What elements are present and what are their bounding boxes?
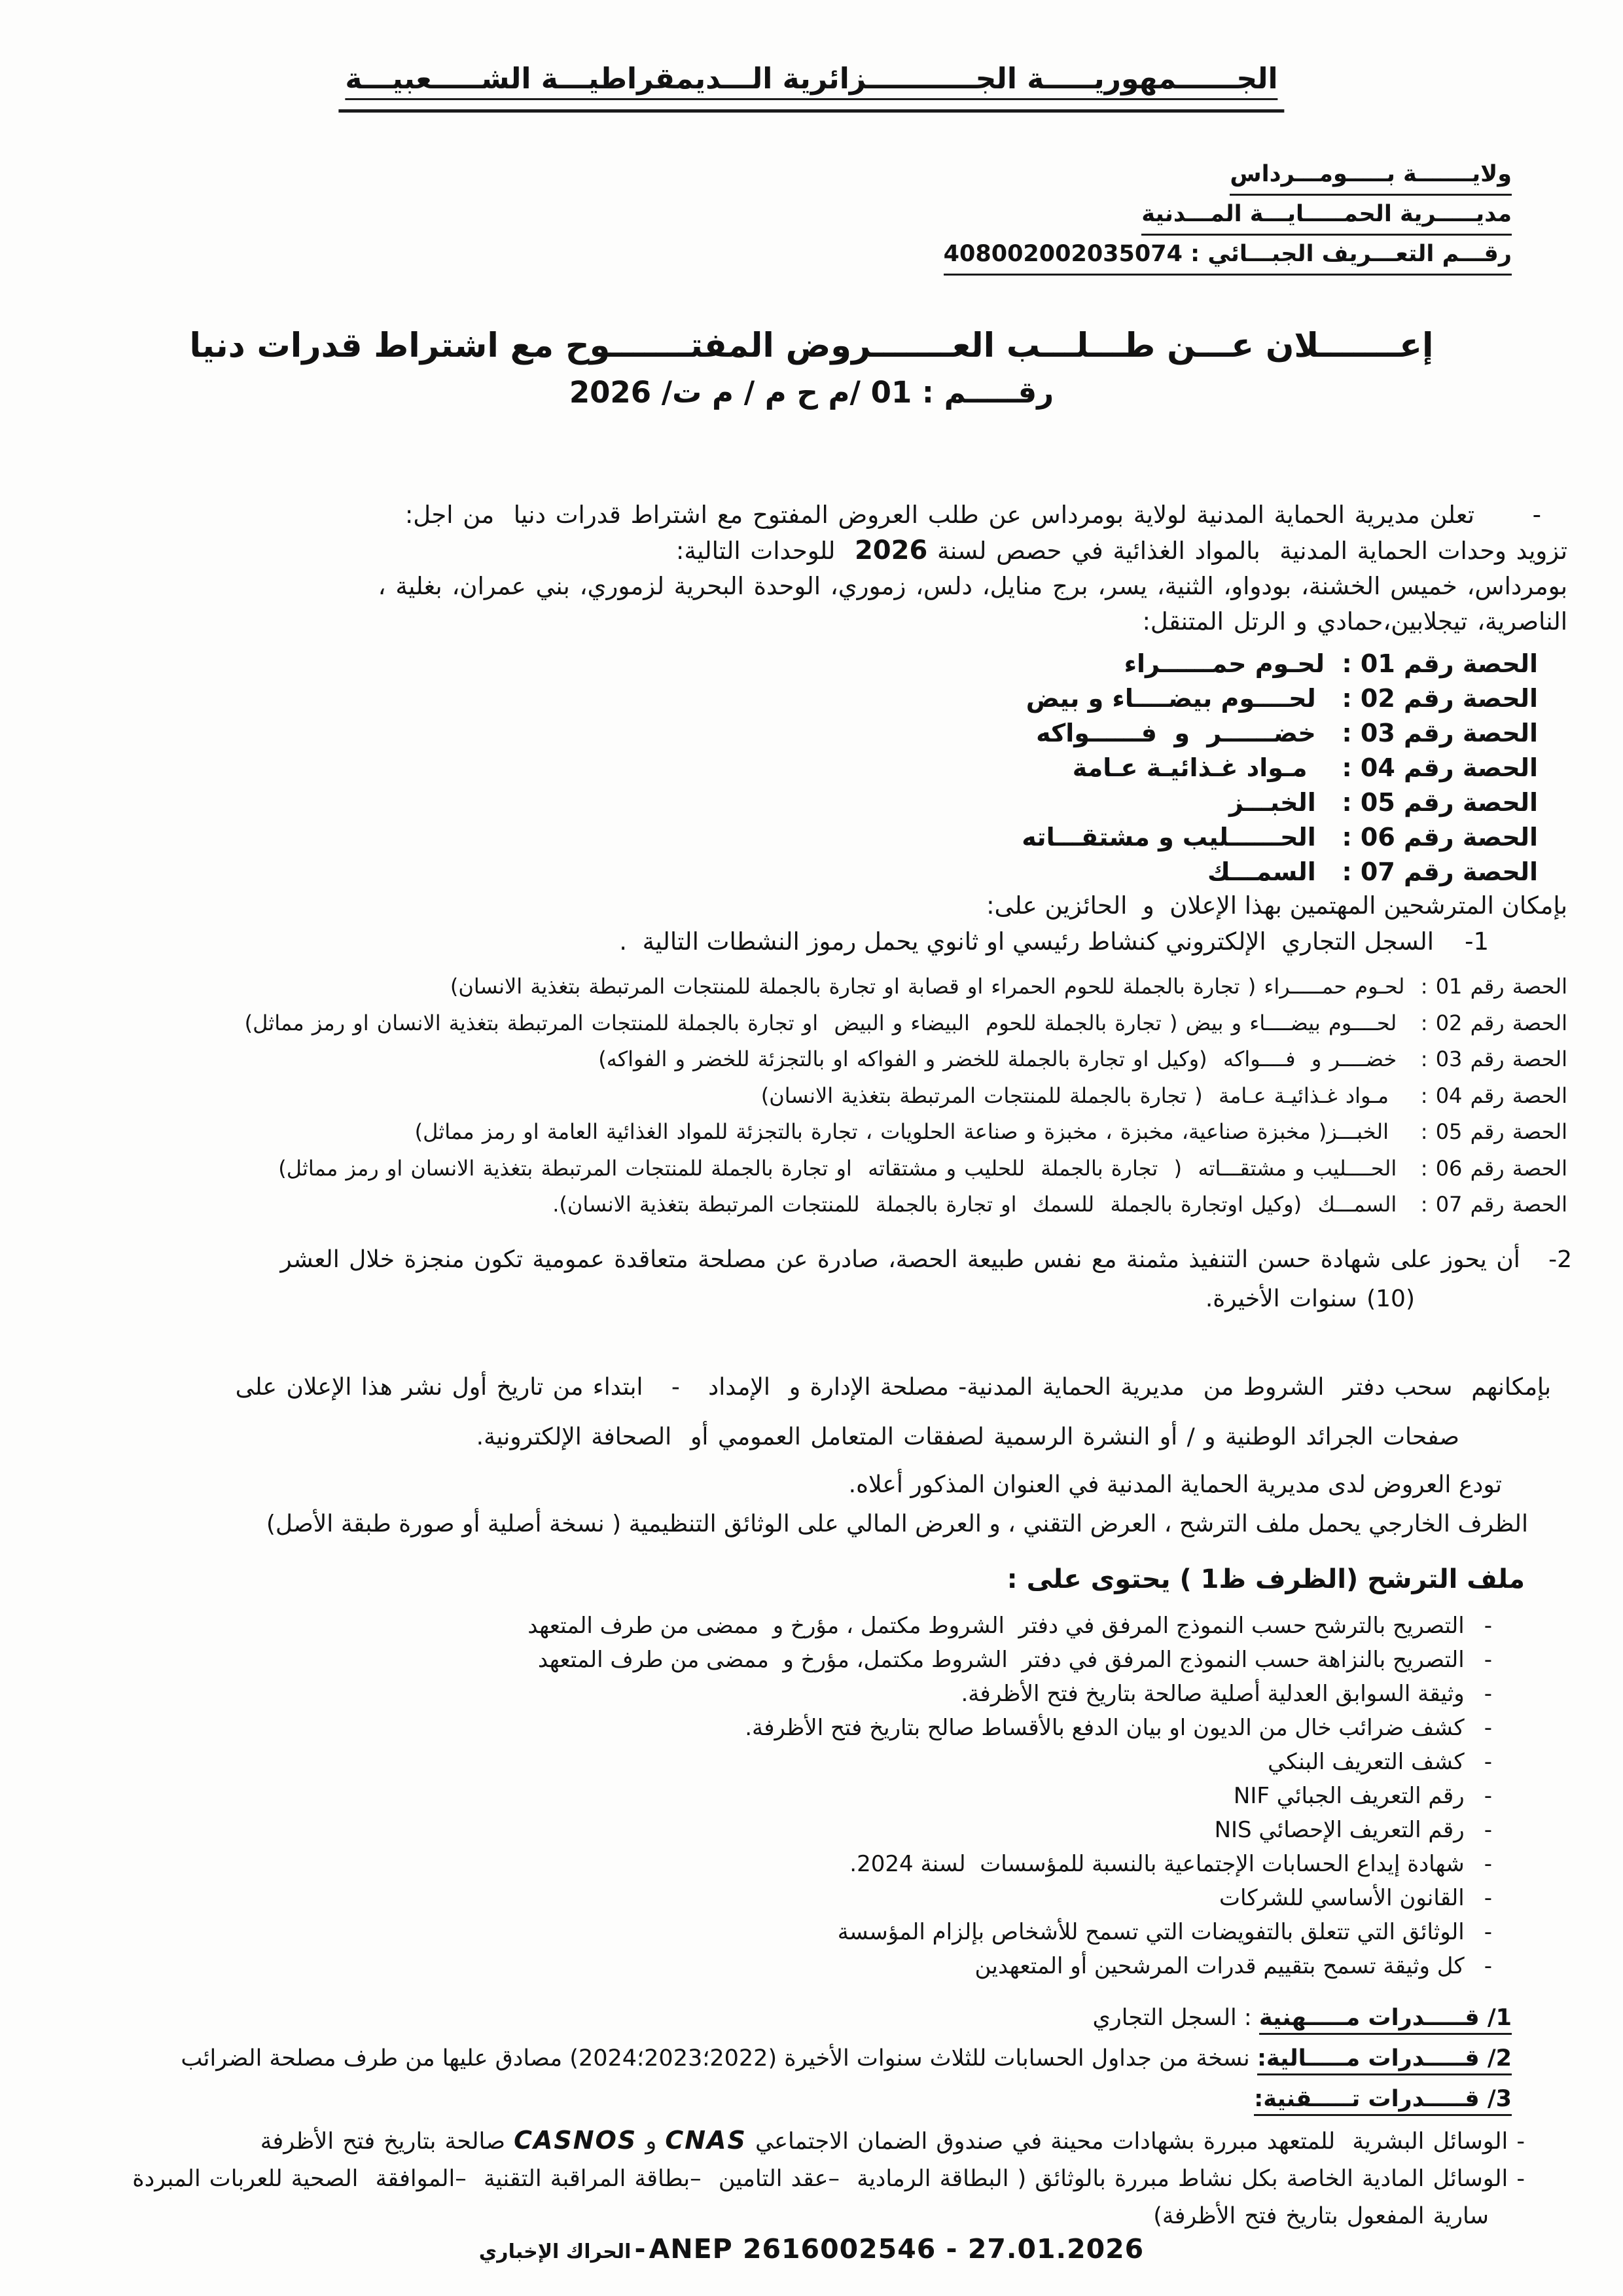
bullet-dash: - <box>1484 1885 1492 1911</box>
bullet-dash: - <box>1484 1613 1492 1639</box>
candidacy-bullets <box>26 1609 1492 1983</box>
bullet-item: - التصريح بالترشح حسب النموذج المرفق في دفتر الشروط مكتمل ، مؤرخ و ممضى من طرف المتعهد <box>26 1609 1492 1643</box>
cnas-label: CNAS <box>665 2126 747 2155</box>
eligibility-intro: بإمكان المترشحين المهتمين بهذا الإعلان و الحائزين على: <box>986 891 1567 920</box>
bullet-item: - التصريح بالنزاهة حسب النموذج المرفق في دفتر الشروط مكتمل، مؤرخ و ممضى من طرف المتعهد <box>26 1643 1492 1677</box>
technical-capacities-label: 3/ قـــــدرات تـــــقنية: <box>1254 2086 1512 2116</box>
press-source: الحراك الإخباري <box>478 2240 632 2263</box>
intro-lead-line: - تعلن مديرية الحماية المدنية لولاية بومرداس عن طلب العروض المفتوح مع اشتراط قدرات دنيا من اجل: <box>404 501 1541 529</box>
units-line-1: بومرداس، خميس الخشنة، بودواو، الثنية، يسر، برج منايل، دلس، زموري، الوحدة البحرية لزموري، بني عمران، بغلية ، <box>378 572 1567 600</box>
bullet-dash: - <box>1484 1647 1492 1673</box>
units-line-2: الناصرية، تيجلابين،حمادي و الرتل المتنقل: <box>1142 607 1567 636</box>
material-means-line: - الوسائل المادية الخاصة بكل نشاط مبررة بالوثائق ( البطاقة الرمادية –عقد التامين –بطاقة المراقبة التقنية –الموافقة الصحية للعربات المبردة <box>132 2166 1525 2192</box>
bullet-item: - كشف ضرائب خال من الديون او بيان الدفع بالأقساط صالح بتاريخ فتح الأظرفة. <box>26 1711 1492 1745</box>
bullet-item: - كشف التعريف البنكي <box>26 1745 1492 1779</box>
bullet-item: - رقم التعريف الإحصائي NIS <box>26 1813 1492 1847</box>
technical-means <box>26 2122 1525 2235</box>
lots-list <box>1022 647 1538 889</box>
bullet-item: - وثيقة السوابق العدلية أصلية صالحة بتاريخ فتح الأظرفة. <box>26 1677 1492 1711</box>
bullet-item: - القانون الأساسي للشركات <box>26 1881 1492 1915</box>
republic-header <box>338 62 1284 113</box>
lot-item-02: الحصة رقم 02 : لحــــوم بيضــــاء و بيض <box>1026 684 1538 713</box>
directorate-line: مديـــــرية الحمـــــايـــة المـــدنية <box>944 196 1512 236</box>
lot-item-03: الحصة رقم 03 : خضــــــر و فــــــواكه <box>1036 719 1538 747</box>
financial-capacities-line: 2/ قـــــدرات مـــــالية: نسخة من جداول الحسابات للثلاث سنوات الأخيرة (2022؛2023؛2024) مصادق عليها من طرف مصلحة الضرائب <box>26 2038 1512 2079</box>
bullet-dash: - <box>1484 1953 1492 1979</box>
financial-capacities-label: 2/ قـــــدرات مـــــالية: <box>1257 2045 1512 2075</box>
lot-item-07: الحصة رقم 07 : السمـــك <box>1207 857 1538 886</box>
footer-separator: - <box>634 2233 646 2265</box>
bullet-dash: - <box>1484 1749 1492 1775</box>
activity-item-02: الحصة رقم 02 : لحــــوم بيضــــاء و بيض ( تجارة بالجملة للحوم البيضاء و البيض او تجارة بالجملة للمنتجات المرتبطة بتغذية الانسان او رمز مماثل) <box>244 1010 1567 1035</box>
material-means-continuation: سارية المفعول بتاريخ فتح الأظرفة) <box>1153 2203 1489 2229</box>
activity-item-07: الحصة رقم 07 : السمـــك (وكيل اوتجارة بالجملة للسمك او تجارة بالجملة للمنتجات المرتبطة بتغذية الانسان). <box>552 1192 1567 1217</box>
withdrawal-paragraph <box>236 1363 1551 1462</box>
withdraw-line-2: صفحات الجرائد الوطنية و / أو النشرة الرسمية لصفقات المتعامل العمومي أو الصحافة الإلكترونية. <box>476 1424 1459 1450</box>
condition-2-line-2: (10) سنوات الأخيرة. <box>1205 1285 1415 1312</box>
anep-reference: ANEP 2616002546 - 27.01.2026 <box>649 2233 1145 2265</box>
tax-id-line: رقـــم التعـــريف الجبـــائي : 408002002035074 <box>944 236 1512 276</box>
bullet-item: - كل وثيقة تسمح بتقييم قدرات المرشحين أو المتعهدين <box>26 1949 1492 1983</box>
republic-title: الجــــــمهوريـــــة الجـــــــــــزائرية الـــديمقراطيـــة الشـــــعبيـــة <box>345 62 1277 100</box>
activity-item-06: الحصة رقم 06 : الحــــليب و مشتقـــاته ( تجارة بالجملة للحليب و مشتقاته او تجارة بالجملة للمنتجات المرتبطة بتغذية الانسان او رمز مماثل) <box>278 1155 1567 1181</box>
technical-capacities-line <box>26 2079 1512 2119</box>
candidacy-heading: ملف الترشح (الظرف ظ1 ) يحتوى على : <box>1007 1564 1525 1594</box>
wilaya-line: ولايـــــــة بـــــومـــرداس <box>944 156 1512 196</box>
bullet-dash: - <box>1484 1783 1492 1809</box>
bullet-item: - شهادة إيداع الحسابات الإجتماعية بالنسبة للمؤسسات لسنة 2024. <box>26 1847 1492 1881</box>
bullet-item: - رقم التعريف الجبائي NIF <box>26 1779 1492 1813</box>
lot-activities-list <box>26 969 1567 1223</box>
condition-2 <box>280 1240 1572 1319</box>
bullet-dash: - <box>1484 1919 1492 1945</box>
activity-item-05: الحصة رقم 05 : الخبـــز( مخبزة صناعية، مخبزة ، مخبزة و صناعة الحلويات ، تجارة بالتجزئة للمواد الغذائية العامة او رمز مماثل) <box>414 1119 1567 1144</box>
bullet-dash: - <box>1484 1681 1492 1707</box>
bullet-dash: - <box>1484 1851 1492 1877</box>
activity-item-01: الحصة رقم 01 : لحـوم حمـــــراء ( تجارة بالجملة للحوم الحمراء او قصابة او تجارة بالجملة للمنتجات المرتبطة بتغذية الانسان) <box>450 974 1567 999</box>
activity-item-04: الحصة رقم 04 : مـواد غـذائيـة عـامة ( تجارة بالجملة للمنتجات المرتبطة بتغذية الانسان) <box>760 1083 1567 1108</box>
agency-block <box>944 156 1512 276</box>
condition-2-line-1: 2- أن يحوز على شهادة حسن التنفيذ مثمنة مع نفس طبيعة الحصة، صادرة عن مصلحة متعاقدة عمومية تكون منجزة خلال العشر <box>280 1246 1572 1273</box>
human-means-line: - الوسائل البشرية للمتعهد مبررة بشهادات محينة في صندوق الضمان الاجتماعي CNAS و CASNOS صالحة بتاريخ فتح الأظرفة <box>260 2126 1525 2155</box>
eligibility-item-1: 1- السجل التجاري الإلكتروني كنشاط رئيسي او ثانوي يحمل رموز النشطات التالية . <box>619 927 1489 956</box>
announcement-number: رقـــــم : 01 /م ح م / م ت/ 2026 <box>569 375 1054 410</box>
withdraw-line-1: بإمكانهم سحب دفتر الشروط من مديرية الحماية المدنية- مصلحة الإدارة و الإمداد - ابتداء من تاريخ أول نشر هذا الإعلان على <box>235 1374 1551 1401</box>
bullet-dash: - <box>1484 1817 1492 1843</box>
capacities-section <box>26 1998 1512 2119</box>
bullet-item: - الوثائق التي تتعلق بالتفويضات التي تسمح للأشخاص بإلزام المؤسسة <box>26 1915 1492 1949</box>
envelope-line: الظرف الخارجي يحمل ملف الترشح ، العرض التقني ، و العرض المالي على الوثائق التنظيمية ( نسخة أصلية أو صورة طبقة الأصل) <box>266 1511 1528 1537</box>
professional-capacities-label: 1/ قـــــدرات مـــــهنية <box>1259 2005 1512 2035</box>
intro-paragraph <box>33 497 1567 639</box>
casnos-label: CASNOS <box>514 2126 637 2155</box>
bullet-dash: - <box>1484 1715 1492 1741</box>
supply-year: 2026 <box>854 535 928 565</box>
supply-line: تزويد وحدات الحماية المدنية بالمواد الغذائية في حصص لسنة 2026 للوحدات التالية: <box>675 535 1567 565</box>
footer <box>479 2233 1144 2265</box>
deposit-line: تودع العروض لدى مديرية الحماية المدنية في العنوان المذكور أعلاه. <box>848 1471 1502 1498</box>
eligibility-section <box>619 888 1567 960</box>
lot-item-01: الحصة رقم 01 : لحـوم حمــــــراء <box>1124 649 1538 678</box>
lot-item-06: الحصة رقم 06 : الحــــــليب و مشتقـــاته <box>1022 823 1538 852</box>
lot-item-05: الحصة رقم 05 : الخبـــز <box>1229 788 1538 817</box>
professional-capacities-line: 1/ قـــــدرات مـــــهنية : السجل التجاري <box>26 1998 1512 2038</box>
announcement-title: إعـــــــلان عـــن طـــلـــب العـــــــروض المفتـــــــوح مع اشتراط قدرات دنيا <box>189 327 1434 365</box>
activity-item-03: الحصة رقم 03 : خضــــر و فــــواكه (وكيل او تجارة بالجملة للخضر و الفواكه او بالتجزئة للخضر و الفواكه) <box>598 1047 1567 1071</box>
lot-item-04: الحصة رقم 04 : مـواد غـذائيـة عـامة <box>1072 753 1538 782</box>
announcement-title-block <box>0 325 1623 412</box>
